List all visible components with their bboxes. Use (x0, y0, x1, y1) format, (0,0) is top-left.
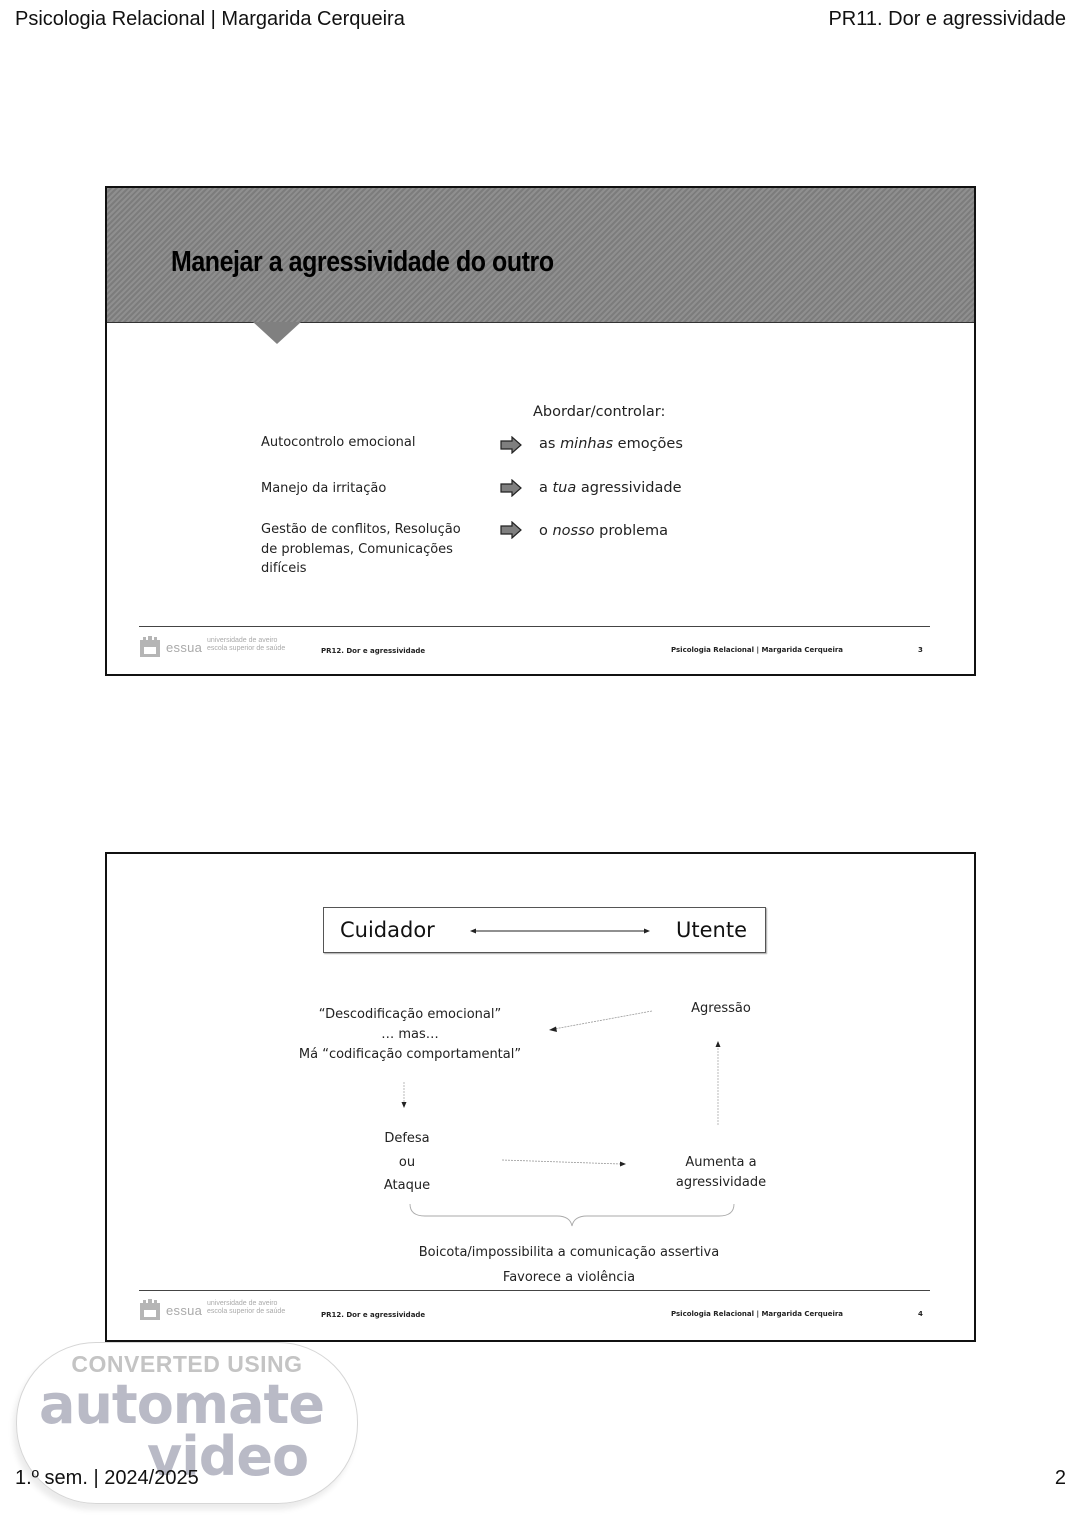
watermark-line-3: video (147, 1425, 309, 1488)
relation-box (323, 907, 766, 953)
page-footer-left: 1.º sem. | 2024/2025 (15, 1467, 199, 1489)
watermark-line-1: CONVERTED USING (71, 1351, 303, 1377)
aumenta-line-2: agressividade (675, 1175, 767, 1190)
title-notch (253, 322, 301, 344)
row-2-right-post: agressividade (576, 480, 682, 496)
row-2-left: Manejo da irritação (261, 481, 387, 496)
footer-author: Psicologia Relacional | Margarida Cerqueira (671, 646, 844, 654)
arrow-right-icon (500, 479, 522, 497)
watermark-line-2: automate (39, 1373, 324, 1436)
conclusion-line-2: Favorece a violência (502, 1270, 636, 1285)
footer-divider (139, 1290, 930, 1291)
curly-brace (410, 1204, 734, 1226)
logo-text: essua (166, 640, 203, 655)
row-3-right-post: problema (594, 523, 669, 539)
row-3-right-pre: o (539, 523, 553, 539)
arrow-decod-to-defesa (402, 1082, 407, 1108)
arrow-right-icon (500, 436, 522, 454)
slide-4 (105, 852, 976, 1342)
logo-sub-2: escola superior de saúde (207, 1308, 286, 1315)
row-2-right-em: tua (552, 480, 577, 496)
essua-logo-icon (139, 636, 161, 658)
double-arrow-icon (470, 924, 650, 938)
agressao-node: Agressão (691, 1001, 751, 1016)
logo-sub-1: universidade de aveiro (207, 1300, 278, 1307)
page-header-right: PR11. Dor e agressividade (828, 8, 1066, 30)
slide-number: 4 (918, 1310, 923, 1318)
logo-sub-1: universidade de aveiro (207, 637, 278, 644)
footer-course: PR12. Dor e agressividade (321, 647, 426, 655)
arrow-aumenta-to-agressao (716, 1041, 721, 1125)
essua-logo (139, 1297, 309, 1323)
aumenta-line-1: Aumenta a (685, 1155, 757, 1170)
relation-left: Cuidador (340, 918, 435, 942)
logo-subtitle (207, 637, 285, 653)
row-2-right-pre: a (539, 480, 553, 496)
logo-text: essua (166, 1303, 203, 1318)
row-1-left: Autocontrolo emocional (261, 435, 416, 450)
arrow-right-icon (500, 521, 522, 539)
decod-node (275, 1005, 545, 1065)
ou-label: ou (398, 1154, 416, 1170)
row-1-right (539, 436, 683, 452)
footer-author: Psicologia Relacional | Margarida Cerqueira (671, 1310, 844, 1318)
slide-number: 3 (918, 646, 923, 654)
defesa-node (357, 1127, 457, 1198)
essua-logo-icon (139, 1299, 161, 1321)
conclusion (369, 1240, 769, 1290)
conclusion-line-1: Boicota/impossibilita a comunicação assertiva (418, 1245, 720, 1260)
row-2-right (539, 480, 682, 496)
logo-subtitle (207, 1300, 285, 1316)
essua-logo (139, 634, 309, 660)
row-1-right-em: minhas (560, 436, 614, 452)
row-3-right (539, 523, 668, 539)
decod-line-2: … mas… (381, 1027, 439, 1042)
footer-divider (139, 626, 930, 627)
slide-3 (105, 186, 976, 676)
relation-right: Utente (676, 918, 747, 942)
decod-line-3: Má “codificação comportamental” (298, 1047, 522, 1062)
arrow-defesa-to-aumenta (502, 1160, 626, 1167)
logo-sub-2: escola superior de saúde (207, 645, 286, 652)
decod-line-1: “Descodificação emocional” (318, 1007, 502, 1022)
row-3-right-em: nosso (552, 523, 595, 539)
footer-course: PR12. Dor e agressividade (321, 1311, 426, 1319)
page-number: 2 (1054, 1467, 1066, 1489)
slide-title: Manejar a agressividade do outro (171, 246, 554, 278)
defesa-label: Defesa (384, 1131, 430, 1146)
ataque-label: Ataque (383, 1178, 431, 1193)
aumenta-node (661, 1153, 781, 1193)
abordar-label: Abordar/controlar: (533, 404, 666, 420)
arrow-agressao-to-decod (549, 1011, 652, 1032)
row-3-left: Gestão de conflitos, Resolução de problemas, Comunicações difíceis (261, 522, 461, 576)
row-1-right-pre: as (539, 436, 561, 452)
page-header-left: Psicologia Relacional | Margarida Cerqueira (15, 8, 405, 30)
row-1-right-post: emoções (613, 436, 683, 452)
